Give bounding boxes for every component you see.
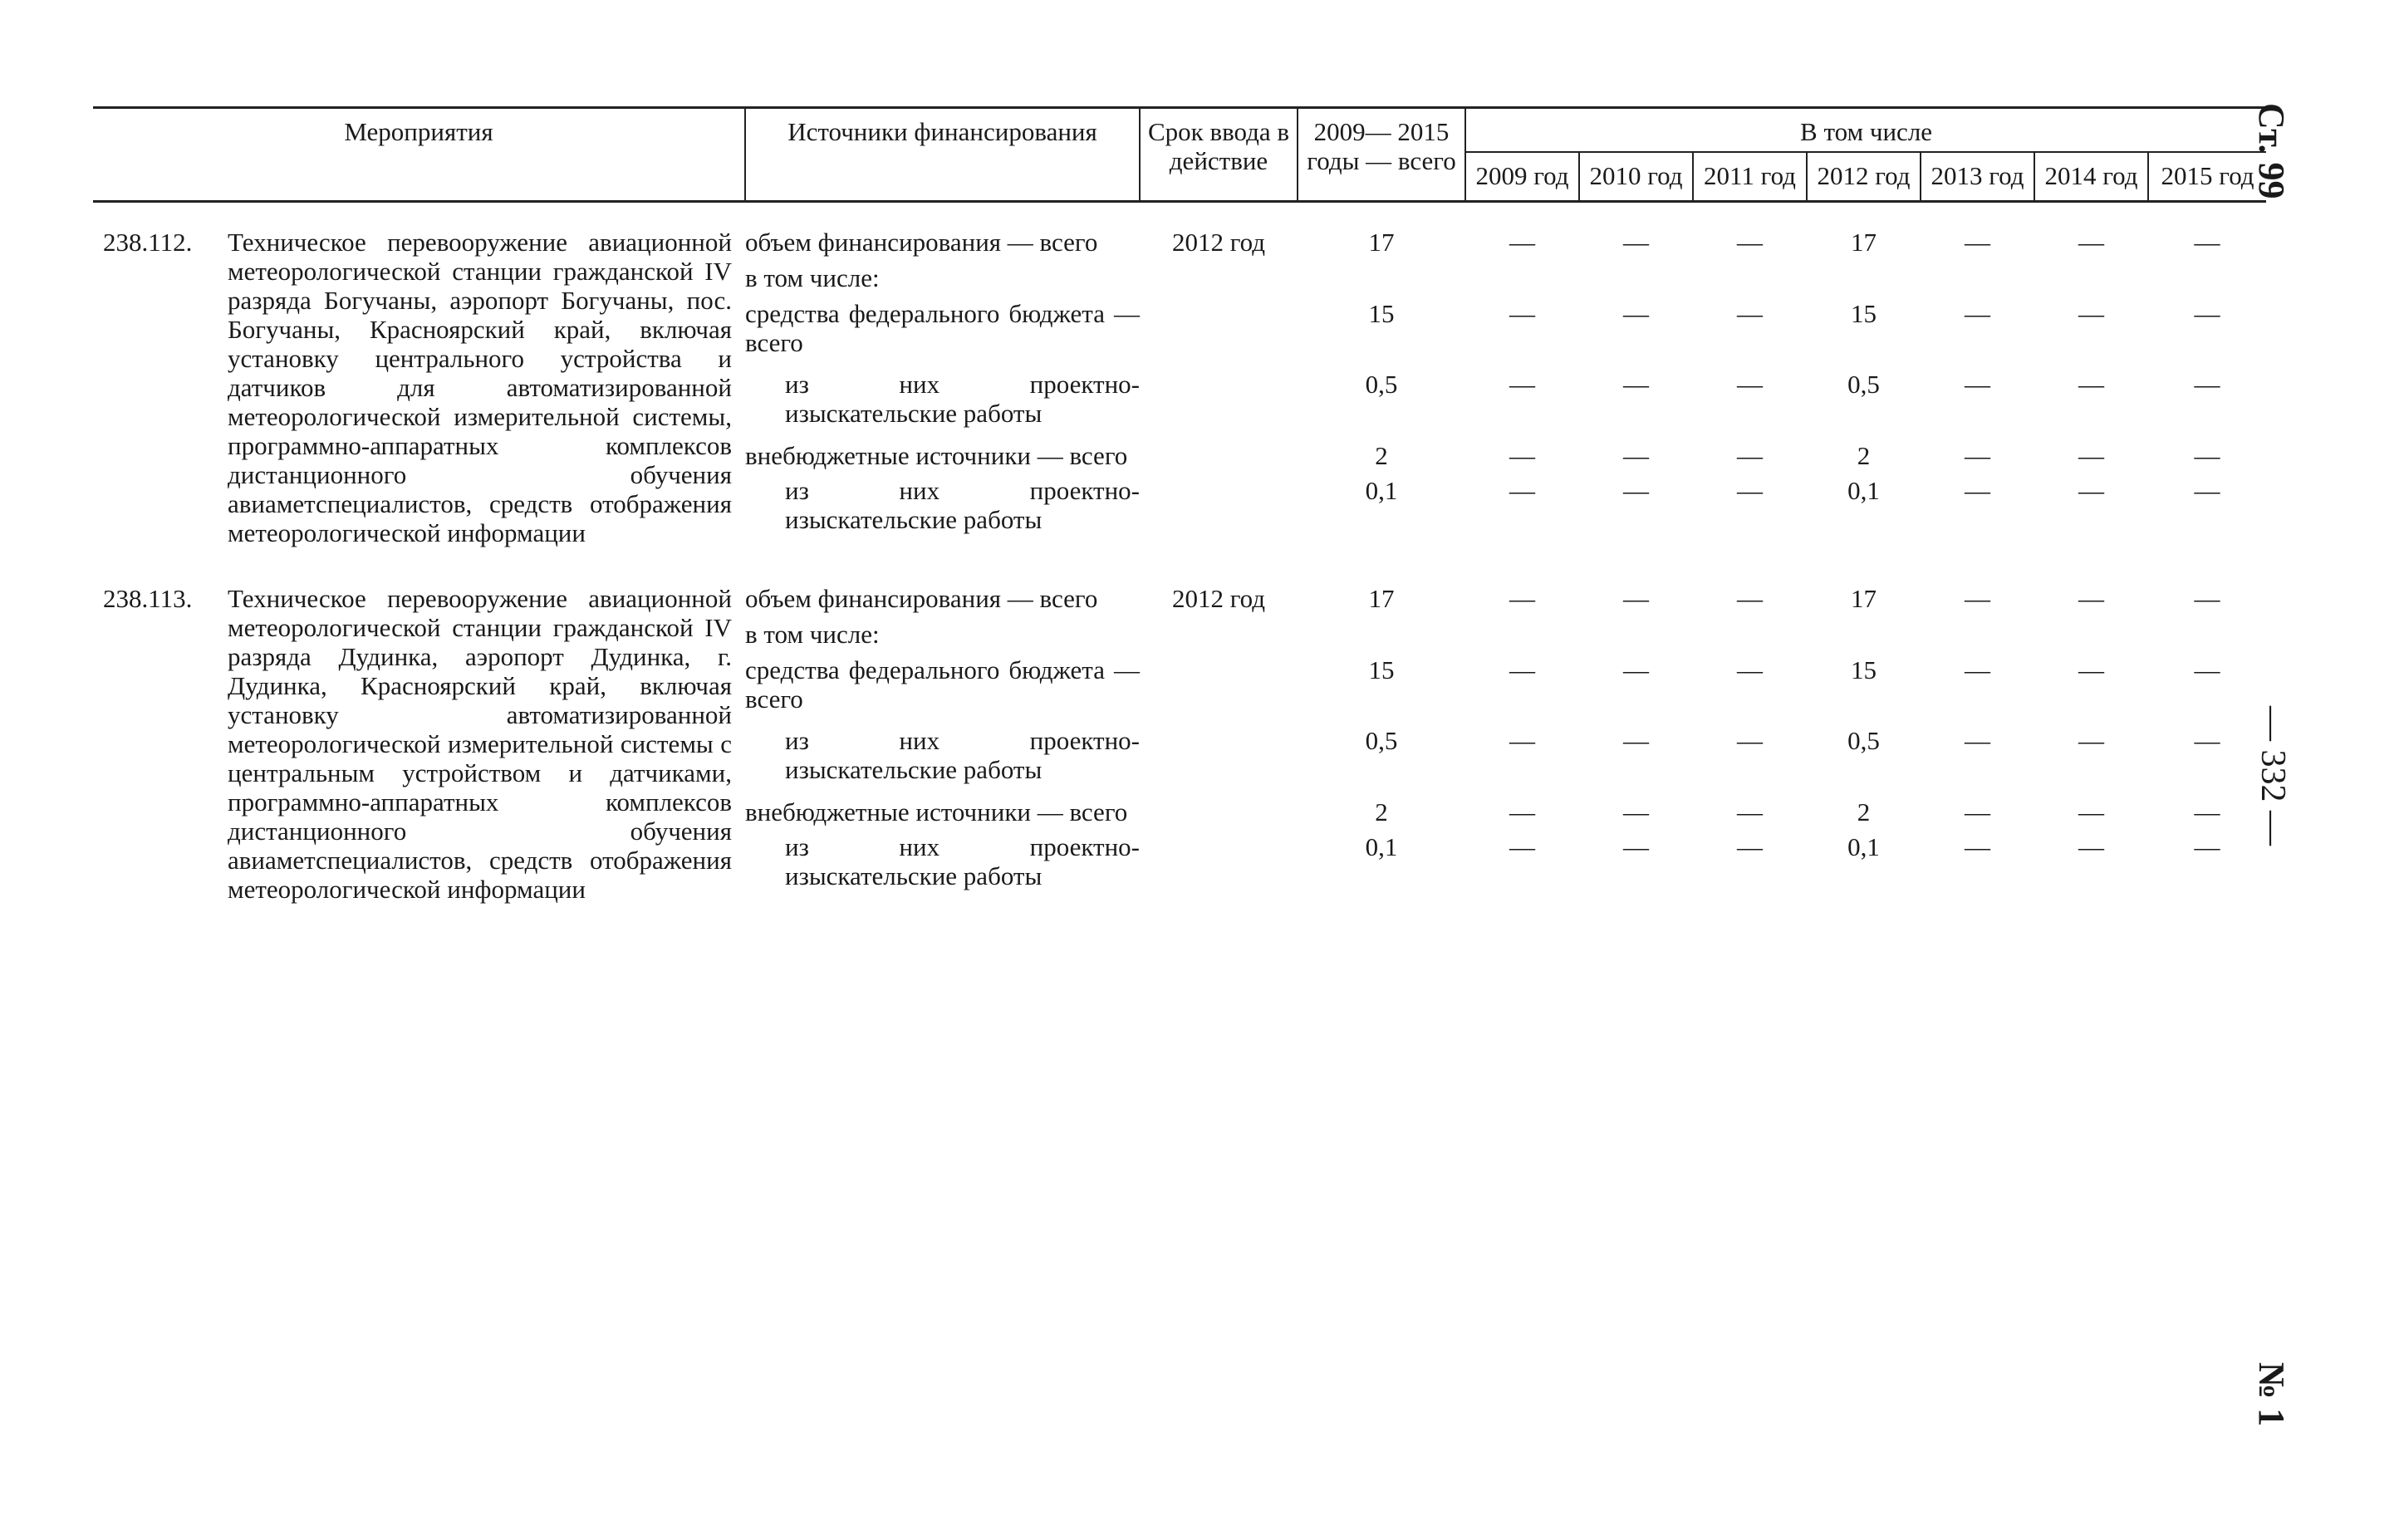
- source-label: внебюджетные источники — всего: [745, 440, 1128, 470]
- year-value: [1921, 263, 2034, 299]
- year-value: —: [1623, 655, 1649, 684]
- entry-cell: [93, 584, 745, 904]
- source-label: из них проектно-изыскательские работы: [785, 726, 1140, 785]
- header-activity: Мероприятия: [93, 108, 745, 202]
- year-value: [1693, 620, 1807, 655]
- year-value: —: [1965, 228, 1990, 257]
- term-value: 2012 год: [1171, 584, 1266, 613]
- year-value: —: [2194, 476, 2220, 506]
- total-value: 2: [1375, 797, 1388, 826]
- year-value: —: [1737, 298, 1763, 328]
- year-value: —: [2078, 476, 2104, 506]
- year-value: —: [1737, 726, 1763, 756]
- year-value: —: [1965, 832, 1990, 862]
- total-value: 0,5: [1365, 726, 1398, 756]
- year-value: —: [1623, 797, 1649, 826]
- year-value: [1807, 263, 1921, 299]
- year-value: —: [1509, 797, 1535, 826]
- year-value: [1465, 620, 1579, 655]
- year-value: —: [2078, 655, 2104, 684]
- year-value: 15: [1851, 298, 1877, 328]
- table-row: [93, 584, 2266, 620]
- year-value: —: [2194, 228, 2220, 257]
- year-value: —: [1509, 655, 1535, 684]
- year-value: [2148, 263, 2266, 299]
- year-value: —: [1509, 832, 1535, 862]
- year-value: 17: [1851, 584, 1877, 613]
- year-value: —: [1965, 797, 1990, 826]
- year-value: [2148, 620, 2266, 655]
- year-value: —: [1965, 726, 1990, 756]
- header-year: 2015 год: [2148, 152, 2266, 202]
- year-value: [1579, 620, 1693, 655]
- year-value: [2034, 620, 2148, 655]
- year-value: —: [1965, 584, 1990, 613]
- header-including: В том числе: [1465, 108, 2266, 153]
- entry-cell: [93, 228, 745, 547]
- article-label: Ст. 99: [2251, 103, 2292, 199]
- year-value: —: [2194, 726, 2220, 756]
- year-value: —: [1965, 298, 1990, 328]
- total-value: [1298, 263, 1465, 299]
- year-value: —: [1737, 655, 1763, 684]
- year-value: —: [1965, 655, 1990, 684]
- year-value: —: [2194, 832, 2220, 862]
- entry-number: 238.113.: [103, 584, 193, 613]
- source-label: из них проектно-изыскательские работы: [785, 832, 1140, 891]
- year-value: [1807, 620, 1921, 655]
- year-value: 15: [1851, 655, 1877, 684]
- year-value: —: [2194, 797, 2220, 826]
- source-label: средства федерального бюджета — всего: [745, 655, 1140, 714]
- year-value: —: [2194, 655, 2220, 684]
- year-value: 0,5: [1847, 726, 1880, 756]
- year-value: —: [2194, 370, 2220, 400]
- source-label: объем финансирования — всего: [745, 584, 1098, 613]
- source-label: объем финансирования — всего: [745, 228, 1098, 257]
- year-value: —: [1965, 370, 1990, 400]
- total-value: 15: [1368, 655, 1395, 684]
- year-value: —: [1509, 440, 1535, 470]
- year-value: —: [1509, 476, 1535, 506]
- table-row: [93, 228, 2266, 263]
- header-total: 2009— 2015 годы — всего: [1298, 108, 1465, 202]
- year-value: —: [2078, 440, 2104, 470]
- year-value: 0,1: [1847, 832, 1880, 862]
- term-value: 2012 год: [1171, 228, 1266, 257]
- year-value: —: [1623, 476, 1649, 506]
- total-value: 0,1: [1365, 832, 1398, 862]
- source-label: в том числе:: [745, 619, 880, 649]
- source-label: из них проектно-изыскательские работы: [785, 370, 1140, 429]
- year-value: —: [1965, 440, 1990, 470]
- source-label: из них проектно-изыскательские работы: [785, 476, 1140, 535]
- year-value: —: [1623, 228, 1649, 257]
- total-value: [1298, 620, 1465, 655]
- total-value: 17: [1368, 228, 1395, 257]
- year-value: —: [1737, 584, 1763, 613]
- year-value: —: [2078, 228, 2104, 257]
- source-label: средства федерального бюджета — всего: [745, 298, 1140, 357]
- entry-description: Техническое перевооружение авиационной метеорологической станции гражданской IV разряда Богучаны, аэропорт Богучаны, пос. Богучаны, Красноярский край, включая установку центрального устройства и датчиков для автоматизированной метеорологической измерительной системы, программно-аппаратных комплексов дистанционного обучения авиаметспециалистов, средств отображения метеорологической информации: [228, 228, 732, 547]
- header-year: 2014 год: [2034, 152, 2148, 202]
- year-value: —: [1509, 726, 1535, 756]
- year-value: —: [2078, 726, 2104, 756]
- year-value: —: [1737, 832, 1763, 862]
- entry-description: Техническое перевооружение авиационной метеорологической станции гражданской IV разряда Дудинка, аэропорт Дудинка, г. Дудинка, Красноярский край, включая установку автоматизированной метеорологической измерительной системы с центральным устройством и датчиками, программно-аппаратных комплексов дистанционного обучения авиаметспециалистов, средств отображения метеорологической информации: [228, 584, 732, 904]
- year-value: [1579, 263, 1693, 299]
- year-value: 2: [1857, 440, 1871, 470]
- year-value: 2: [1857, 797, 1871, 826]
- header-sources: Источники финансирования: [745, 108, 1140, 202]
- year-value: —: [1509, 584, 1535, 613]
- year-value: —: [1737, 370, 1763, 400]
- year-value: [1921, 620, 2034, 655]
- financing-table: [93, 106, 2266, 904]
- header-year: 2011 год: [1693, 152, 1807, 202]
- total-value: 15: [1368, 298, 1395, 328]
- total-value: 0,1: [1365, 476, 1398, 506]
- year-value: 0,5: [1847, 370, 1880, 400]
- year-value: —: [2078, 584, 2104, 613]
- header-year: 2012 год: [1807, 152, 1921, 202]
- total-value: 0,5: [1365, 370, 1398, 400]
- year-value: —: [2078, 797, 2104, 826]
- year-value: —: [1623, 440, 1649, 470]
- year-value: 17: [1851, 228, 1877, 257]
- year-value: —: [1623, 370, 1649, 400]
- year-value: —: [1737, 440, 1763, 470]
- year-value: —: [1623, 298, 1649, 328]
- header-year: 2010 год: [1579, 152, 1693, 202]
- header-year: 2013 год: [1921, 152, 2034, 202]
- year-value: [2034, 263, 2148, 299]
- year-value: [1465, 263, 1579, 299]
- year-value: —: [2078, 370, 2104, 400]
- year-value: —: [2078, 832, 2104, 862]
- issue-number: № 1: [2251, 1362, 2292, 1427]
- year-value: —: [1737, 797, 1763, 826]
- year-value: —: [2194, 584, 2220, 613]
- year-value: —: [2078, 298, 2104, 328]
- header-term: Срок ввода в действие: [1140, 108, 1298, 202]
- year-value: —: [1509, 298, 1535, 328]
- entry-number: 238.112.: [103, 228, 193, 257]
- page-number: — 332 —: [2254, 706, 2292, 846]
- year-value: [1693, 263, 1807, 299]
- table-header: [93, 108, 2266, 202]
- year-value: —: [1509, 370, 1535, 400]
- year-value: —: [2194, 298, 2220, 328]
- year-value: —: [1737, 228, 1763, 257]
- year-value: —: [1623, 726, 1649, 756]
- total-value: 2: [1375, 440, 1388, 470]
- year-value: —: [1965, 476, 1990, 506]
- source-label: внебюджетные источники — всего: [745, 797, 1128, 826]
- year-value: —: [1623, 832, 1649, 862]
- year-value: —: [1737, 476, 1763, 506]
- total-value: 17: [1368, 584, 1395, 613]
- year-value: —: [1623, 584, 1649, 613]
- year-value: —: [1509, 228, 1535, 257]
- year-value: 0,1: [1847, 476, 1880, 506]
- source-label: в том числе:: [745, 262, 880, 292]
- year-value: —: [2194, 440, 2220, 470]
- header-year: 2009 год: [1465, 152, 1579, 202]
